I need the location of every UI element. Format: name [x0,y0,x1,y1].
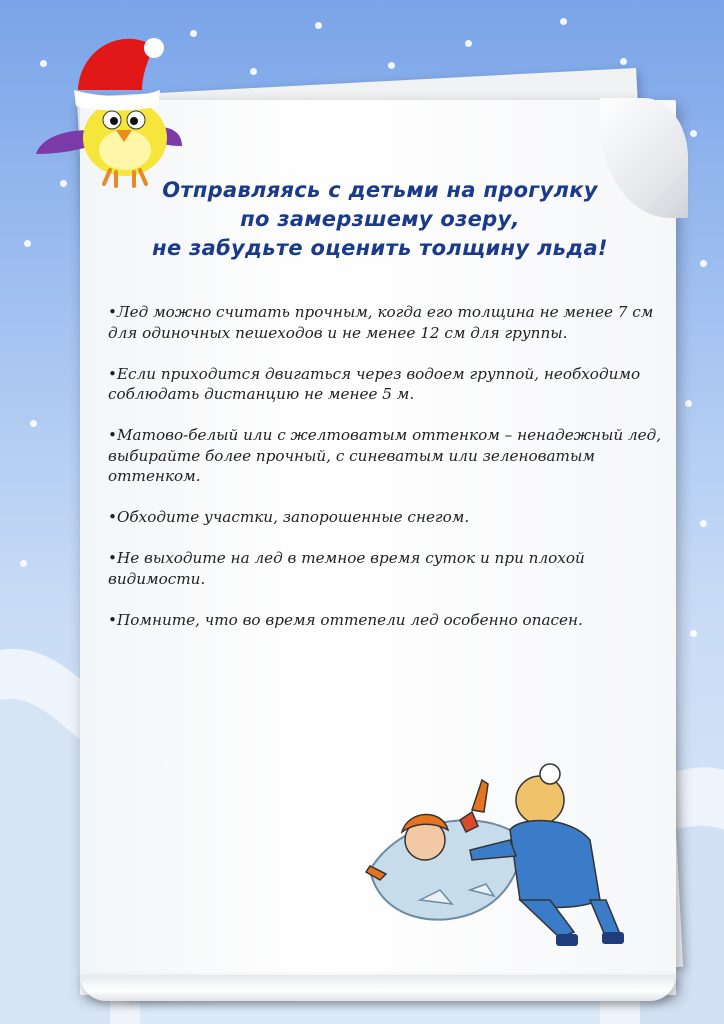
paper-curl-bottom [80,975,676,1001]
snowflake [700,520,707,527]
rule-darkness: •Не выходите на лед в темное время суток и при плохой видимости. [108,549,585,588]
child-rescue-on-ice-illustration [360,760,630,960]
snowflake [620,58,627,65]
rule-ice-color: •Матово-белый или с желтоватым оттенком – ненадежный лед, выбирайте более прочный, с синеватым или зеленоватым оттенком. [108,426,662,485]
snowflake [20,560,27,567]
snowflake [315,22,322,29]
snowflake [30,420,37,427]
snowflake [700,260,707,267]
snowflake [190,30,197,37]
rule-thaw: •Помните, что во время оттепели лед особенно опасен. [108,610,583,629]
snowflake [685,400,692,407]
snowflake [690,130,697,137]
snowflake [388,62,395,69]
title-line-2: по замерзшему озеру, [240,207,520,231]
snowflake [250,68,257,75]
title-line-1: Отправляясь с детьми на прогулку [162,178,598,202]
rule-snow-covered: •Обходите участки, запорошенные снегом. [108,508,470,526]
snowflake [690,630,697,637]
bird-in-santa-hat-icon [30,20,190,190]
page-title [110,176,650,263]
safety-rules-list [108,302,664,651]
snowflake [24,240,31,247]
snowflake [560,18,567,25]
rule-ice-thickness: •Лед можно считать прочным, когда его толщина не менее 7 см для одиночных пешеходов и не менее 12 см для группы. [108,303,654,342]
rule-group-distance: •Если приходится двигаться через водоем группой, необходимо соблюдать дистанцию не менее 5 м. [108,364,641,403]
title-line-3: не забудьте оценить толщину льда! [152,236,608,260]
snowflake [465,40,472,47]
